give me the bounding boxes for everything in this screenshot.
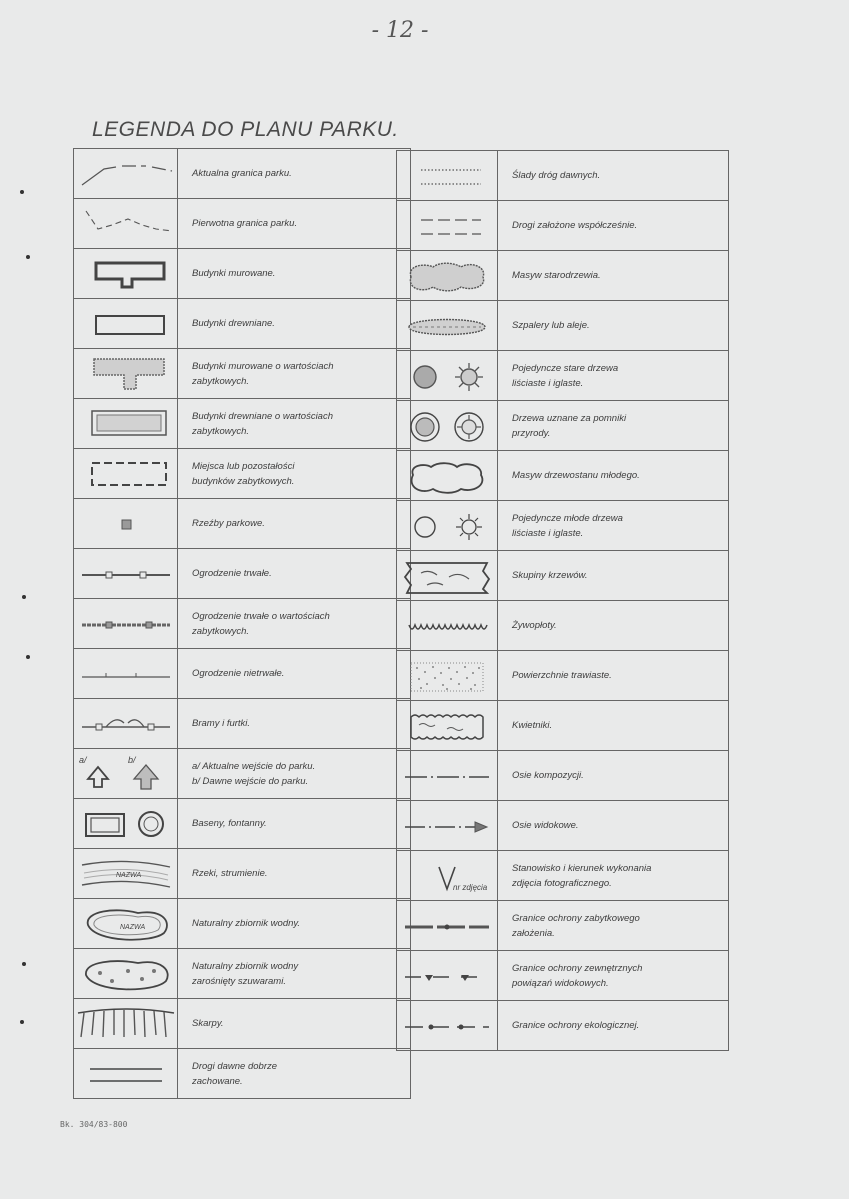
view-axis-icon [397, 801, 498, 851]
river-icon [74, 849, 178, 899]
legend-label: Ogrodzenie nietrwałe. [178, 649, 411, 699]
legend-label: Baseny, fontanny. [178, 799, 411, 849]
legend-label: Szpalery lub aleje. [498, 301, 729, 351]
legend-label: Ślady dróg dawnych. [498, 151, 729, 201]
legend-row [74, 549, 411, 599]
legend-label: Kwietniki. [498, 701, 729, 751]
single-old-trees-icon [397, 351, 498, 401]
legend-row [397, 351, 729, 401]
pool-fountain-icon [74, 799, 178, 849]
historic-brick-building-icon [74, 349, 178, 399]
building-remains-icon [74, 449, 178, 499]
legend-row [397, 601, 729, 651]
punch-mark [20, 190, 24, 194]
photo-number-mark: nr zdjęcia [453, 882, 488, 892]
legend-title: LEGENDA DO PLANU PARKU. [92, 118, 399, 141]
legend-row [397, 851, 729, 901]
page-number: - 12 - [371, 18, 429, 43]
punch-mark [22, 962, 26, 966]
ecological-protection-boundary-icon [397, 1001, 498, 1051]
legend-row [397, 1001, 729, 1051]
legend-label: Drogi założone współcześnie. [498, 201, 729, 251]
young-tree-mass-icon [397, 451, 498, 501]
modern-road-icon [397, 201, 498, 251]
current-park-boundary-line-icon [74, 149, 178, 199]
legend-row [397, 701, 729, 751]
legend-row [74, 899, 411, 949]
park-sculpture-icon [74, 499, 178, 549]
legend-row [397, 501, 729, 551]
temporary-fence-icon [74, 649, 178, 699]
legend-row [74, 799, 411, 849]
permanent-fence-icon [74, 549, 178, 599]
legend-label: Ogrodzenie trwałe o wartościach zabytkowych. [178, 599, 411, 649]
legend-label: Aktualna granica parku. [178, 149, 411, 199]
photo-position-icon [397, 851, 498, 901]
legend-row [74, 149, 411, 199]
legend-row [397, 151, 729, 201]
legend-label: Bramy i furtki. [178, 699, 411, 749]
legend-row [397, 401, 729, 451]
legend-label: Powierzchnie trawiaste. [498, 651, 729, 701]
legend-label: Granice ochrony ekologicznej. [498, 1001, 729, 1051]
legend-label: Osie kompozycji. [498, 751, 729, 801]
gates-icon [74, 699, 178, 749]
lawn-icon [397, 651, 498, 701]
old-well-preserved-road-icon [74, 1049, 178, 1099]
historic-protection-boundary-icon [397, 901, 498, 951]
legend-label: Rzeźby parkowe. [178, 499, 411, 549]
natural-pond-icon [74, 899, 178, 949]
legend-label: Pojedyncze stare drzewa liściaste i iglaste. [498, 351, 729, 401]
legend-label: Budynki murowane o wartościach zabytkowych. [178, 349, 411, 399]
historic-wooden-building-icon [74, 399, 178, 449]
legend-row [74, 199, 411, 249]
legend-row [74, 499, 411, 549]
legend-row [397, 901, 729, 951]
legend-table-left [73, 148, 411, 1099]
wooden-building-icon [74, 299, 178, 349]
page-code: Bk. 304/83-800 [60, 1120, 128, 1129]
legend-label: Pierwotna granica parku. [178, 199, 411, 249]
river-name-mark: NAZWA [115, 871, 141, 879]
punch-mark [22, 595, 26, 599]
legend-row [397, 801, 729, 851]
legend-row [74, 349, 411, 399]
legend-row [397, 251, 729, 301]
brick-building-icon [74, 249, 178, 299]
legend-label: Budynki drewniane o wartościach zabytkowych. [178, 399, 411, 449]
legend-label: a/ Aktualne wejście do parku. b/ Dawne wejście do parku. [178, 749, 411, 799]
legend-label: Osie widokowe. [498, 801, 729, 851]
punch-mark [20, 1020, 24, 1024]
composition-axis-icon [397, 751, 498, 801]
mark-a: a/ [78, 754, 87, 765]
legend-row [397, 201, 729, 251]
pond-name-mark: NAZWA [119, 923, 145, 931]
legend-row [74, 1049, 411, 1099]
legend-row [74, 449, 411, 499]
legend-row [74, 249, 411, 299]
legend-table-right [396, 150, 729, 1051]
legend-label: Ogrodzenie trwałe. [178, 549, 411, 599]
hedges-icon [397, 601, 498, 651]
external-view-protection-icon [397, 951, 498, 1001]
original-park-boundary-line-icon [74, 199, 178, 249]
legend-row [74, 949, 411, 999]
old-road-traces-icon [397, 151, 498, 201]
punch-mark [26, 655, 30, 659]
legend-row [74, 299, 411, 349]
flower-beds-icon [397, 701, 498, 751]
legend-label: Drogi dawne dobrze zachowane. [178, 1049, 411, 1099]
legend-row [74, 749, 411, 799]
legend-row [74, 649, 411, 699]
legend-label: Granice ochrony zabytkowego założenia. [498, 901, 729, 951]
single-young-trees-icon [397, 501, 498, 551]
legend-row [74, 399, 411, 449]
legend-label: Miejsca lub pozostałości budynków zabytkowych. [178, 449, 411, 499]
legend-row [397, 551, 729, 601]
legend-row [397, 951, 729, 1001]
legend-row [74, 699, 411, 749]
natural-monument-trees-icon [397, 401, 498, 451]
historic-permanent-fence-icon [74, 599, 178, 649]
legend-row [397, 751, 729, 801]
rows-alleys-icon [397, 301, 498, 351]
legend-label: Masyw drzewostanu młodego. [498, 451, 729, 501]
legend-label: Pojedyncze młode drzewa liściaste i iglaste. [498, 501, 729, 551]
legend-label: Skupiny krzewów. [498, 551, 729, 601]
escarpment-icon [74, 999, 178, 1049]
legend-label: Naturalny zbiornik wodny. [178, 899, 411, 949]
legend-label: Granice ochrony zewnętrznych powiązań widokowych. [498, 951, 729, 1001]
overgrown-pond-icon [74, 949, 178, 999]
legend-label: Rzeki, strumienie. [178, 849, 411, 899]
legend-label: Budynki murowane. [178, 249, 411, 299]
old-tree-mass-icon [397, 251, 498, 301]
legend-label: Żywopłoty. [498, 601, 729, 651]
legend-row [74, 849, 411, 899]
legend-label: Skarpy. [178, 999, 411, 1049]
legend-row [397, 651, 729, 701]
tree-groups-icon [397, 551, 498, 601]
legend-row [74, 999, 411, 1049]
legend-row [397, 451, 729, 501]
legend-row [74, 599, 411, 649]
mark-b: b/ [127, 754, 136, 765]
legend-label: Drzewa uznane za pomniki przyrody. [498, 401, 729, 451]
park-entrance-arrows-icon [74, 749, 178, 799]
legend-label: Naturalny zbiornik wodny zarośnięty szuwarami. [178, 949, 411, 999]
legend-label: Stanowisko i kierunek wykonania zdjęcia fotograficznego. [498, 851, 729, 901]
legend-label: Budynki drewniane. [178, 299, 411, 349]
legend-label: Masyw starodrzewia. [498, 251, 729, 301]
punch-mark [26, 255, 30, 259]
legend-row [397, 301, 729, 351]
